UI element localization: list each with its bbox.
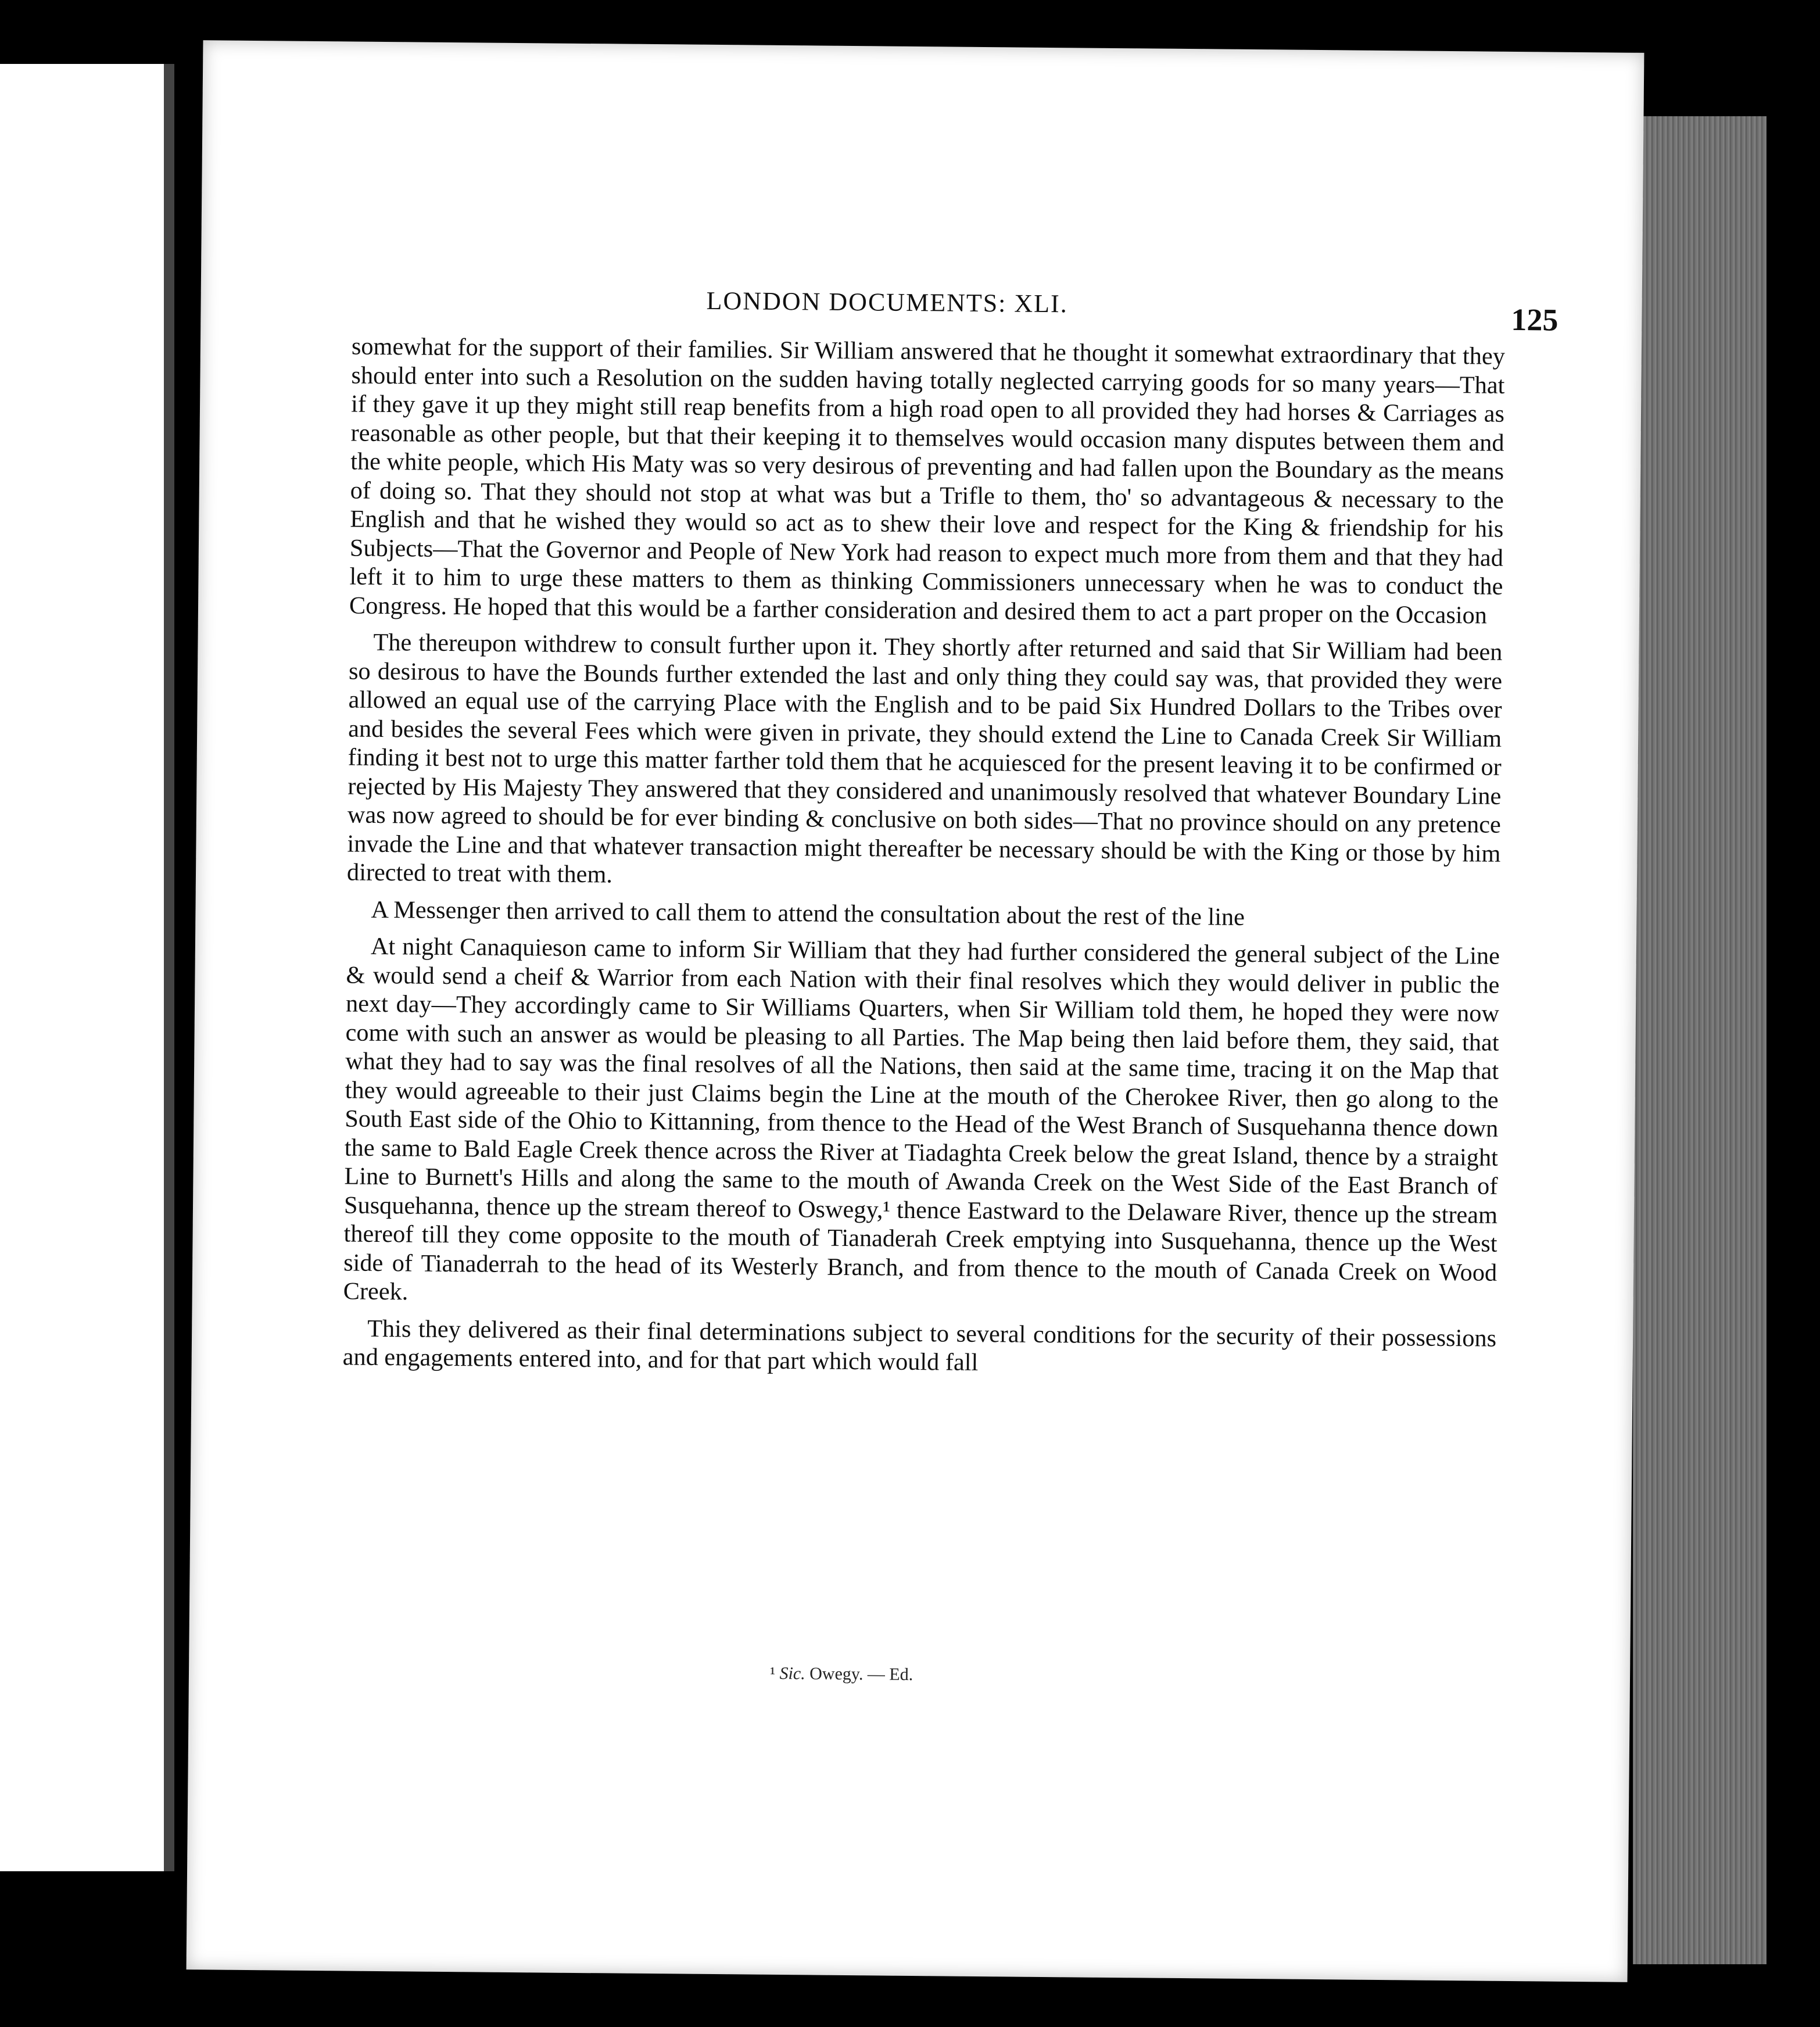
running-title: LONDON DOCUMENTS: XLI. [706,286,1068,318]
footnote-sic: Sic. [779,1664,805,1684]
page-number: 125 [1511,302,1559,338]
page-body [343,332,1506,1381]
paragraph-2: The thereupon withdrew to consult further upon it. They shortly after returned and said that Sir William had been so desirous to have the Bounds further extended the last and only thing they could say was, that provided they were allowed an equal use of the carrying Place with the English and to be paid Six Hundred Dollars to the Tribes over and besides the several Fees which were given in private, they should extend the Line to Canada Creek Sir William finding it best not to urge this matter farther told them that he acquiesced for the present leaving it to be confirmed or rejected by His Majesty They answered that they considered and unanimously resolved that whatever Boundary Line was now agreed to should be for ever binding & conclusive on both sides—That no province should on any pretence invade the Line and that whatever transaction might thereafter be necessary should be with the King or those by him directed to treat with them. [346,628,1503,889]
left-page-fragment [0,64,174,1871]
paragraph-5: This they delivered as their final determinations subject to several conditions for the security of their possessions and engagements entered into, and for that part which would fall [342,1315,1497,1376]
footnote-marker: ¹ [769,1663,776,1683]
book-page-edges [1633,116,1767,1964]
footnote-text: Owegy. — Ed. [809,1664,913,1685]
paragraph-1: somewhat for the support of their families. Sir William answered that he thought it somewhat extraordinary that they should enter into such a Resolution on the sudden having totally neglected carrying goods for so many years—That if they gave it up they might still reap benefits from a high road open to all provided they had horses & Carriages as reasonable as other people, but that their keeping it to themselves would occasion many disputes between them and the white people, which His Maty was so very desirous of preventing and had fallen upon the Boundary as the means of doing so. That they should not stop at what was but a Trifle to them, tho' so advantageous & necessary to the English and that he wished they would so act as to shew their love and respect for the King & friendship for his Subjects—That the Governor and People of New York had reason to expect much more from them and that they had left it to him to urge these matters to them as thinking Commissioners unnecessary when he was to conduct the Congress. He hoped that this would be a farther consideration and desired them to act a part proper on the Occasion [349,332,1506,629]
footnote [770,1664,1235,1688]
paragraph-4: At night Canaquieson came to inform Sir William that they had further considered the general subject of the Line & would send a cheif & Warrior from each Nation with their final resolves which they would deliver in public the next day—They accordingly came to Sir Williams Quarters, when Sir William told them, he hoped they were now come with such an answer as would be pleasing to all Parties. The Map being then laid before them, they said, that what they had to say was the final resolves of all the Nations, then said at the same time, tracing it on the Map that they would agreeable to their just Claims begin the Line at the mouth of the Cherokee River, then go along to the South East side of the Ohio to Kittanning, from thence to the Head of the West Branch of Susquehanna thence down the same to Bald Eagle Creek thence across the River at Tiadaghta Creek below the great Island, thence by a straight Line to Burnett's Hills and along the same to the mouth of Awanda Creek on the West Side of the East Branch of Susquehanna, thence up the stream thereof to Oswegy,¹ thence Eastward to the Delaware River, thence up the stream thereof till they come opposite to the mouth of Tianaderah Creek emptying into Susquehanna, thence up the West side of Tianaderrah to the head of its Westerly Branch, and from thence to the mouth of Canada Creek on Wood Creek. [343,932,1500,1306]
book-page [187,40,1645,1982]
paragraph-3: A Messenger then arrived to call them to attend the consultation about the rest of the line [371,896,1245,931]
